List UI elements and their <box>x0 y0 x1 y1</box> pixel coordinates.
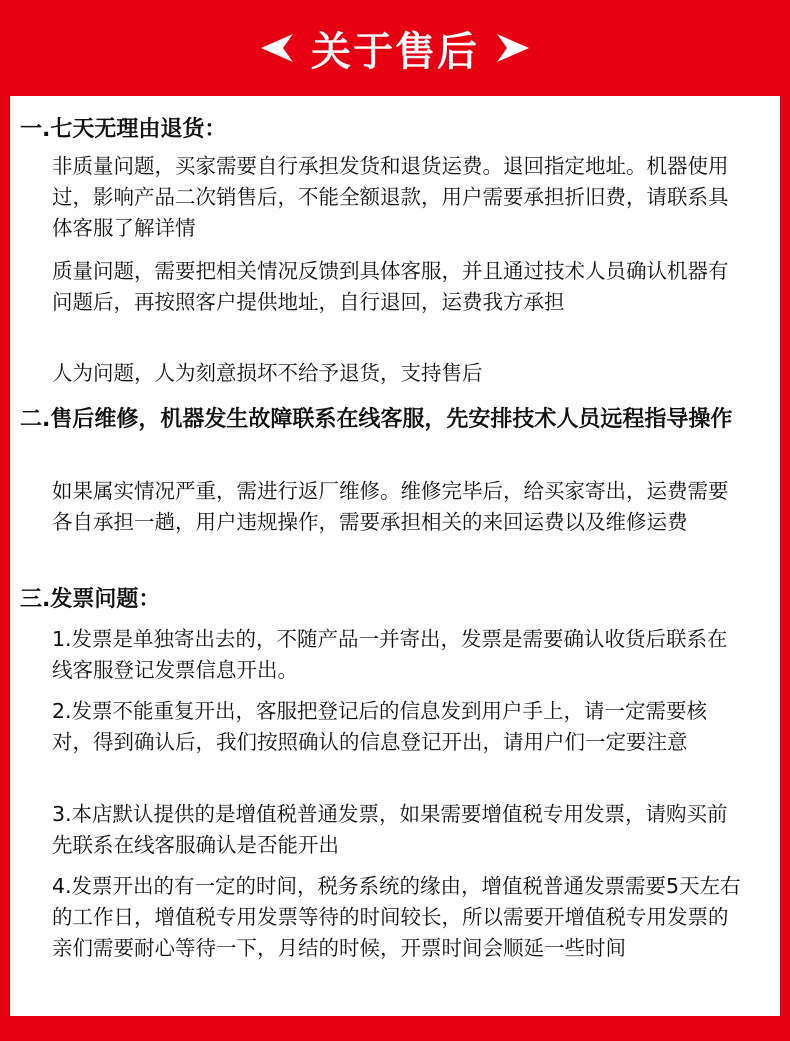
paragraph-human-damage: 人为问题，人为刻意损坏不给予退货，支持售后 <box>52 361 483 385</box>
paragraph-non-quality: 非质量问题，买家需要自行承担发货和退货运费。退回指定地址。机器使用过，影响产品二次销售后，不能全额退款，用户需要承担折旧费，请联系具体客服了解详情 <box>52 154 729 240</box>
section-heading-repair: 二.售后维修，机器发生故障联系在线客服，先安排技术人员远程指导操作 <box>20 407 733 432</box>
chevron-right-icon <box>493 28 533 68</box>
paragraph-invoice-3: 3.本店默认提供的是增值税普通发票，如果需要增值税专用发票，请购买前先联系在线客服确认是否能开出 <box>52 802 728 857</box>
content-panel <box>10 96 780 1016</box>
header-banner <box>0 0 790 96</box>
section-heading-invoice: 三.发票问题： <box>20 587 161 612</box>
chevron-left-icon <box>257 28 297 68</box>
section-heading-returns: 一.七天无理由退货： <box>20 117 227 142</box>
paragraph-invoice-1: 1.发票是单独寄出去的，不随产品一并寄出，发票是需要确认收货后联系在线客服登记发票信息开出。 <box>52 627 728 682</box>
paragraph-factory-repair: 如果属实情况严重，需进行返厂维修。维修完毕后，给买家寄出，运费需要各自承担一趟，用户违规操作，需要承担相关的来回运费以及维修运费 <box>52 479 729 534</box>
page-title: 关于售后 <box>311 28 479 75</box>
paragraph-quality: 质量问题，需要把相关情况反馈到具体客服，并且通过技术人员确认机器有问题后，再按照客户提供地址，自行退回，运费我方承担 <box>52 259 729 314</box>
paragraph-invoice-2: 2.发票不能重复开出，客服把登记后的信息发到用户手上，请一定需要核对，得到确认后，我们按照确认的信息登记开出，请用户们一定要注意 <box>52 699 708 754</box>
paragraph-invoice-4: 4.发票开出的有一定的时间，税务系统的缘由，增值税普通发票需要5天左右的工作日，增值税专用发票等待的时间较长，所以需要开增值税专用发票的亲们需要耐心等待一下，月结的时候，开票时间会顺延一些时间 <box>52 874 741 960</box>
